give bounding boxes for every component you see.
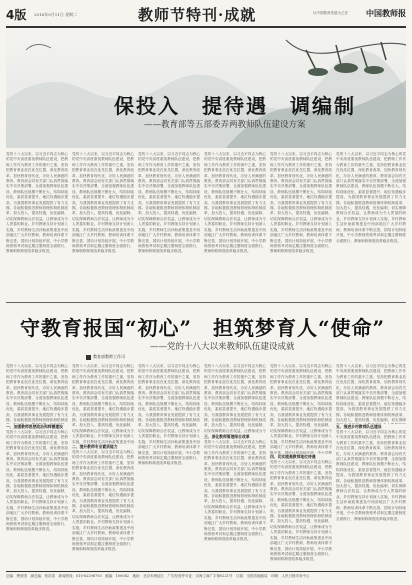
landscape-illustration <box>6 30 406 148</box>
paragraph: 党的十八大以来，以习近平同志为核心的党中央高度重视教师队伍建设，把教师工作作为教育工作的重中之重，坚持把教育事业放在优先位置，深化教育改革，加快教育现代化，办好人民满意的教育。教育部会同有关部门认真贯彻落实中央决策部署，全面加强教师队伍建设，教师队伍规模不断壮大，结构持续优化，素质显著提升，地位待遇稳步提高，为我国教育事业发展提供了有力支撑。各地积极推进教师管理体制机制改革，加大投入，提高待遇，优化编制，切实保障教师合法权益，让教师成为令人羡慕的职业。乡村教师支持计划深入实施，乡村教师生活补助政策惠及中西部地区广大乡村教师，教师培训体系不断完善，国培计划持续开展，中小学教师资格考试和定期注册制度全面推行，教师职称制度改革稳步推进。 <box>6 430 68 532</box>
hero-subtitle: ——教育部等五部委弄两教师队伍建设方案 <box>144 120 306 130</box>
article1-column-5: 党的十八大以来，以习近平同志为核心的党中央高度重视教师队伍建设，把教师工作作为教育工作的重中之重，坚持把教育事业放在优先位置，深化教育改革，加快教育现代化，办好人民满意的教育。教育部会同有关部门认真贯彻落实中央决策部署，全面加强教师队伍建设，教师队伍规模不断壮大，结构持续优化，素质显著提升，地位待遇稳步提高，为我国教育事业发展提供了有力支撑。各地积极推进教师管理体制机制改革，加大投入，提高待遇，优化编制，切实保障教师合法权益，让教师成为令人羡慕的职业。乡村教师支持计划深入实施，乡村教师生活补助政策惠及中西部地区广大乡村教师，教师培训体系不断完善，国培计划持续开展，中小学教师资格考试和定期注册制度全面推行，教师职称制度改革稳步推进。 <box>270 152 332 254</box>
hero-title: 保投入 提待遇 调编制 <box>114 94 356 118</box>
subhead-5: 五、推进乡村教师队伍建设 <box>336 424 382 429</box>
article1-column-1: 党的十八大以来，以习近平同志为核心的党中央高度重视教师队伍建设，把教师工作作为教育工作的重中之重，坚持把教育事业放在优先位置，深化教育改革，加快教育现代化，办好人民满意的教育。教育部会同有关部门认真贯彻落实中央决策部署，全面加强教师队伍建设，教师队伍规模不断壮大，结构持续优化，素质显著提升，地位待遇稳步提高，为我国教育事业发展提供了有力支撑。各地积极推进教师管理体制机制改革，加大投入，提高待遇，优化编制，切实保障教师合法权益，让教师成为令人羡慕的职业。乡村教师支持计划深入实施，乡村教师生活补助政策惠及中西部地区广大乡村教师，教师培训体系不断完善，国培计划持续开展，中小学教师资格考试和定期注册制度全面推行，教师职称制度改革稳步推进。 <box>6 152 68 254</box>
paragraph: 党的十八大以来，以习近平同志为核心的党中央高度重视教师队伍建设，把教师工作作为教育工作的重中之重，坚持把教育事业放在优先位置，深化教育改革，加快教育现代化，办好人民满意的教育。教育部会同有关部门认真贯彻落实中央决策部署，全面加强教师队伍建设，教师队伍规模不断壮大，结构持续优化，素质显著提升，地位待遇稳步提高，为我国教育事业发展提供了有力支撑。各地积极推进教师管理体制机制改革，加大投入，提高待遇，优化编制，切实保障教师合法权益，让教师成为令人羡慕的职业。乡村教师支持计划深入实施，乡村教师生活补助政策惠及中西部地区广大乡村教师，教师培训体系不断完善，国培计划持续开展，中小学教师资格考试和定期注册制度全面推行，教师职称制度改革稳步推进。 <box>204 440 266 542</box>
paragraph: 党的十八大以来，以习近平同志为核心的党中央高度重视教师队伍建设，把教师工作作为教育工作的重中之重，坚持把教育事业放在优先位置，深化教育改革，加快教育现代化，办好人民满意的教育。教育部会同有关部门认真贯彻落实中央决策部署，全面加强教师队伍建设，教师队伍规模不断壮大，结构持续优化，素质显著提升，地位待遇稳步提高，为我国教育事业发展提供了有力支撑。各地积极推进教师管理体制机制改革，加大投入，提高待遇，优化编制，切实保障教师合法权益，让教师成为令 <box>204 364 266 433</box>
subhead-1: 一、加强教师思想政治和师德建设 <box>6 424 63 429</box>
article2-column-5 <box>270 364 332 568</box>
byline-text: 教育部教师工作司 <box>93 354 125 359</box>
paragraph: 党的十八大以来，以习近平同志为核心的党中央高度重视教师队伍建设，把教师工作作为教育工作的重中之重，坚持把教育事业放在优先位置，深化教育改革，加快教育现代化，办好人民满意的教育。教育部会同有关部门认真贯彻落实中央决策部署，全面加强教师队伍建设，教师队伍规模不断壮大，结构持续优化，素质显著提升，地位待遇稳步提高，为我国教育事业发展提供了有力支撑。各地积极推进教师管理体制机制改革，加大投入，提高待遇，优化编制，切实保障教师合法权益，让教师成为令人羡慕的职业。乡村教师支持计划深入实施，乡村教师生活补助政策惠及中西部地区广大乡村教师，教师培训体系不断完善，国培计划持续开展，中小学教师资格考试和定期注册制度全面推行，教师职称制度改革稳步推进。 <box>336 430 406 521</box>
article2-column-2 <box>72 364 134 568</box>
article2-column-4 <box>204 364 266 568</box>
footer-info: 总编：樊爱国 副总编：张洪清 新闻热线：010-82296793 邮编：100082 地址：北京市海淀区 广告经营许可证：京海工商广字第0221号 订阅：全国各地邮局 印刷：人民日报印务中心 <box>6 574 310 578</box>
header-rule <box>6 26 406 28</box>
paragraph: 党的十八大以来，以习近平同志为核心的党中央高度重视教师队伍建设，把教师工作作为教育工作的重中之重，坚持把教育事业放在优先位置，深化教育改革，加快教育现代化，办好人民满意的教育。教育部会同有关部门认真贯彻落实中央决策部署，全面加强教师队伍建设，教师队伍规模不断壮大，结构持续优化，素质显著提升，地位待遇稳步提高，为我国教育事业发展提供了有力支撑。各地积极推进教师管理体制机制改革，加大投入，提高待遇，优化编制，切实保障教师合法权益，让教师成为令人羡慕的职业。乡村教师支持计划深入实施，乡村教师生活补助政策惠及中西部地区广大乡村教师，教师培训体系不断完善，国培计划持续开展，中小学教师资格考试和定期注册制度全面推行，教师职称制度改革稳步推进。 <box>72 450 134 552</box>
article2-column-1 <box>6 364 68 568</box>
paragraph: 党的十八大以来，以习近平同志为核心的党中央高度重视教师队伍建设，把教师工作作为教育工作的重中之重，坚持把教育事业放在优先位置，深化教育改革，加快教育现代化，办好人民满意的教育。教育部会同有关部门认真贯彻落实中央决策部署，全面加强教师队伍建设，教师队伍规模不断壮大，结构持续优化，素质显著提升，地位待遇稳步提高，为我国教育事业发展提供了有力支撑。各地积极推进教师管理体制机制改革，加大投入，提高待遇，优化编制，切实保障教师合法权益，让教师成为令人羡慕的职业。乡村教师支持计划深入实施，乡村教师生活补助政策惠及中西 <box>72 364 134 444</box>
page-number: 4版 <box>6 8 27 22</box>
footer-rule <box>6 571 406 572</box>
paragraph: 党的十八大以来，以习近平同志为核心的党中央高度重视教师队伍建设，把教师工作作为教育工作的重中之重，坚持把教育事业放在优先位置，深化教育改革，加快教育现代化，办好人民满意的教育。教育部会同有关部门认真贯彻落实中央决策部署，全面加强教师队伍建设，教师队伍规模不断壮大，结构持续优化，素质显著提升，地位待遇稳步提高，为我国教育事业发展提供了有力支撑。各地积极推进教师管理体制机制改革，加大投入，提高待遇，优化编制，切实保障教师合法权益，让教师成为令人羡慕的职业。乡村教师支持计划深入实施，乡村教师生活补助政策惠及中西部地区广大乡村教师，教师培训体系不断完善，国培计划持续开展，中小学教师资格考试和定期注册制度全面推行，教师职称制度改革稳步推进。 <box>138 364 200 466</box>
paragraph: 党的十八大以来，以习近平同志为核心的党中央高度重视教师队伍建设，把教师工作作为教育工作的重中之重，坚持把教育事业放在优先位置，深化教育改革，加快教育现代化，办好人民满意的教育。教育部会同有关部门认真贯彻落实中央决策部署，全面加强教师队伍建设，教师队伍规模不断壮大，结构持续优化，素质显著提升，地位待遇稳步提高，为我国教育事业发展提供了有力支撑。各地积极推进教师管理体制机制改 <box>6 364 68 423</box>
subhead-2: 二、提升教师专业素质能力 <box>72 444 118 449</box>
masthead <box>6 4 406 26</box>
issue-date: 2018年9月11日 星期二 <box>34 12 78 17</box>
article1-column-2: 党的十八大以来，以习近平同志为核心的党中央高度重视教师队伍建设，把教师工作作为教育工作的重中之重，坚持把教育事业放在优先位置，深化教育改革，加快教育现代化，办好人民满意的教育。教育部会同有关部门认真贯彻落实中央决策部署，全面加强教师队伍建设，教师队伍规模不断壮大，结构持续优化，素质显著提升，地位待遇稳步提高，为我国教育事业发展提供了有力支撑。各地积极推进教师管理体制机制改革，加大投入，提高待遇，优化编制，切实保障教师合法权益，让教师成为令人羡慕的职业。乡村教师支持计划深入实施，乡村教师生活补助政策惠及中西部地区广大乡村教师，教师培训体系不断完善，国培计划持续开展，中小学教师资格考试和定期注册制度全面推行，教师职称制度改革稳步推进。 <box>72 152 134 254</box>
section-divider <box>6 302 406 303</box>
paper-slogan: 以中国教育发展为己任 <box>313 11 348 15</box>
article2-column-6 <box>336 364 406 568</box>
paragraph: 党的十八大以来，以习近平同志为核心的党中央高度重视教师队伍建设，把教师工作作为教育工作的重中之重，坚持把教育事业放在优先位置，深化教育改革，加快教育现代化，办好人民满意的教育。教育部会同有关部门认真贯彻落实中央决策部署，全面加强教师队伍建设，教师队伍规模不断壮大，结构持续优化，素质显著提升，地位待遇稳步提高，为我国教育事业发展提供了有力支撑。各地积极推进教师管理体制机制改革，加大投入，提高待遇，优化编制，切实保障教师合法权益，让教师成为令人羡慕的职业。乡村教师支持计划深入实施，乡村教师生活补助政策惠及中西部地区广大乡村教师，教师培训体系不断完善，国培计划持续开展，中小学教 <box>270 364 332 454</box>
article2-byline <box>86 354 125 360</box>
subhead-3: 三、深化教师管理综合改革 <box>204 434 250 439</box>
article1-column-6: 党的十八大以来，以习近平同志为核心的党中央高度重视教师队伍建设，把教师工作作为教育工作的重中之重，坚持把教育事业放在优先位置，深化教育改革，加快教育现代化，办好人民满意的教育。教育部会同有关部门认真贯彻落实中央决策部署，全面加强教师队伍建设，教师队伍规模不断壮大，结构持续优化，素质显著提升，地位待遇稳步提高，为我国教育事业发展提供了有力支撑。各地积极推进教师管理体制机制改革，加大投入，提高待遇，优化编制，切实保障教师合法权益，让教师成为令人羡慕的职业。乡村教师支持计划深入实施，乡村教师生活补助政策惠及中西部地区广大乡村教师，教师培训体系不断完善，国培计划持续开展，中小学教师资格考试和定期注册制度全面推行，教师职称制度改革稳步推进。 <box>336 152 406 243</box>
paragraph: 党的十八大以来，以习近平同志为核心的党中央高度重视教师队伍建设，把教师工作作为教育工作的重中之重，坚持把教育事业放在优先位置，深化教育改革，加快教育现代化，办好人民满意的教育。教育部会同有关部门认真贯彻落实中央决策部署，全面加强教师队伍建设，教师队伍规模不断壮大，结构持续优化，素质显著提升，地位待遇稳步提高，为我国教育事业发展提供了有力支撑。各地积极推进教师管理体制机制改革，加大投入，提高待遇，优化编制，切实保障教师合法权益，让教师成为令人羡慕的职业。乡村教师支持计划深入实施，乡村教师生活补助政策惠及中西部地区广大乡村教师，教师培训体系不断完善，国培计划持续开展，中小学教师资格考试和定期注册制度全面推行，教师职称制度改革稳步推进。 <box>270 460 332 562</box>
article2-title: 守教育报国“初心” 担筑梦育人“使命” <box>20 316 386 340</box>
paper-name: 中国教师报 <box>366 8 406 18</box>
subhead-4: 四、切实提高教师地位待遇 <box>270 454 316 459</box>
column-title: 教师节特刊·成就 <box>138 6 257 24</box>
hero-banner <box>6 30 406 148</box>
article1-column-4: 党的十八大以来，以习近平同志为核心的党中央高度重视教师队伍建设，把教师工作作为教育工作的重中之重，坚持把教育事业放在优先位置，深化教育改革，加快教育现代化，办好人民满意的教育。教育部会同有关部门认真贯彻落实中央决策部署，全面加强教师队伍建设，教师队伍规模不断壮大，结构持续优化，素质显著提升，地位待遇稳步提高，为我国教育事业发展提供了有力支撑。各地积极推进教师管理体制机制改革，加大投入，提高待遇，优化编制，切实保障教师合法权益，让教师成为令人羡慕的职业。乡村教师支持计划深入实施，乡村教师生活补助政策惠及中西部地区广大乡村教师，教师培训体系不断完善，国培计划持续开展，中小学教师资格考试和定期注册制度全面推行，教师职称制度改革稳步推进。 <box>204 152 266 254</box>
article2-column-3 <box>138 364 200 568</box>
article1-column-3: 党的十八大以来，以习近平同志为核心的党中央高度重视教师队伍建设，把教师工作作为教育工作的重中之重，坚持把教育事业放在优先位置，深化教育改革，加快教育现代化，办好人民满意的教育。教育部会同有关部门认真贯彻落实中央决策部署，全面加强教师队伍建设，教师队伍规模不断壮大，结构持续优化，素质显著提升，地位待遇稳步提高，为我国教育事业发展提供了有力支撑。各地积极推进教师管理体制机制改革，加大投入，提高待遇，优化编制，切实保障教师合法权益，让教师成为令人羡慕的职业。乡村教师支持计划深入实施，乡村教师生活补助政策惠及中西部地区广大乡村教师，教师培训体系不断完善，国培计划持续开展，中小学教师资格考试和定期注册制度全面推行，教师职称制度改革稳步推进。 <box>138 152 200 254</box>
paragraph: 党的十八大以来，以习近平同志为核心的党中央高度重视教师队伍建设，把教师工作作为教育工作的重中之重，坚持把教育事业放在优先位置，深化教育改革，加快教育现代化，办好人民满意的教育。教育部会同有关部门认真贯彻落实中央决策部署，全面加强教师队伍建设，教师队伍规模不断壮大，结构持续优化，素质显著提升，地位待遇稳步提高，为我国教育事业发展提供了有力支撑。各地积极推进教师管理体制机制改革，加大投入，提高待遇，优化编制，切实保障 <box>336 364 406 423</box>
article2-subtitle: ——党的十八大以来教师队伍建设成就 <box>150 342 295 352</box>
